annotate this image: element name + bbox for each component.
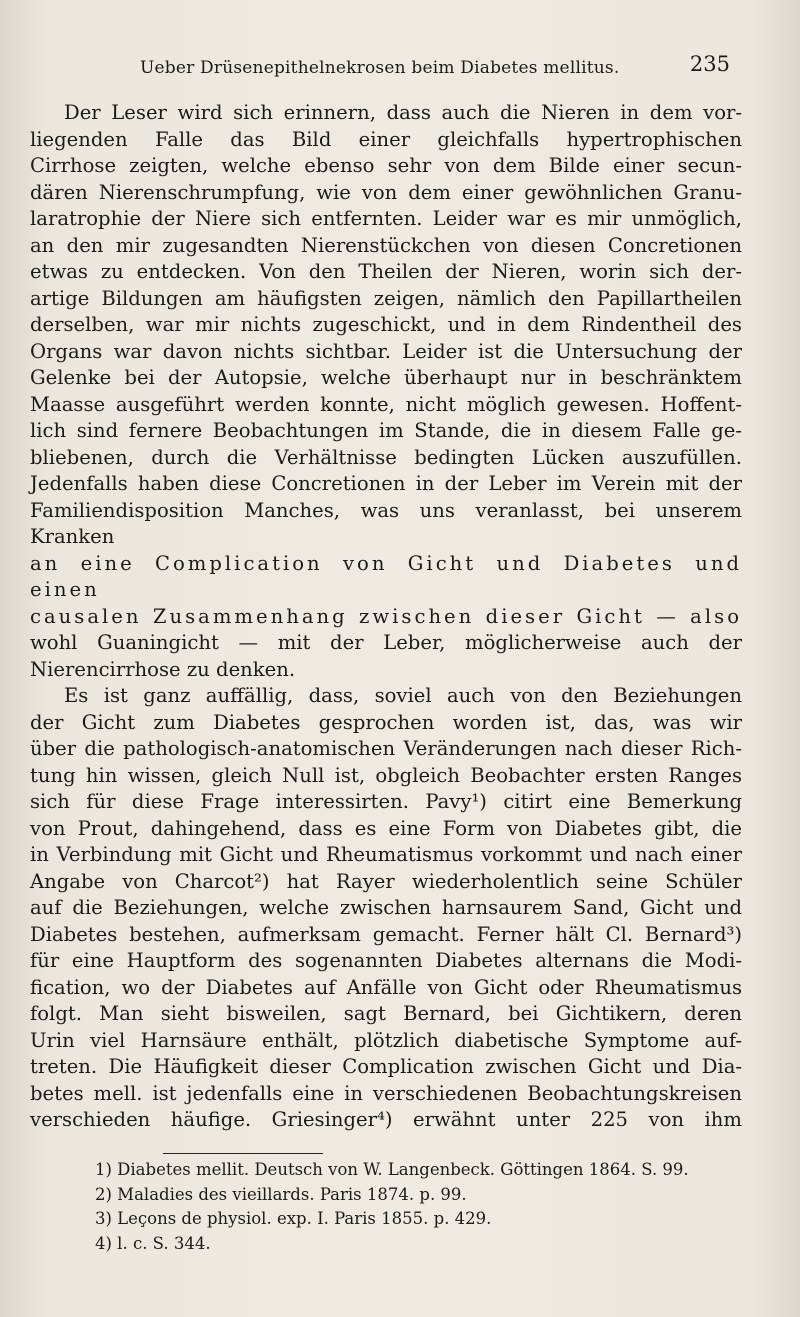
text-line: Maasse ausgeführt werden konnte, nicht möglich gewesen. Hoffent-	[30, 392, 742, 416]
text-line: an eine Complication von Gicht und Diabetes und einen	[30, 551, 742, 601]
text-line: verschieden häufige. Griesinger⁴) erwähnt unter 225 von ihm	[30, 1108, 742, 1131]
text-line: Organs war davon nichts sichtbar. Leider ist die Untersuchung der	[30, 339, 742, 363]
text-line: treten. Die Häufigkeit dieser Complication zwischen Gicht und Dia-	[30, 1055, 742, 1078]
text-line: lich sind fernere Beobachtungen im Stande, die in diesem Falle ge-	[30, 419, 742, 442]
body-text	[30, 100, 742, 1134]
footnote: 2) Maladies des vieillards. Paris 1874. p. 99.	[95, 1184, 467, 1204]
footnote: 3) Leçons de physiol. exp. I. Paris 1855. p. 429.	[95, 1209, 492, 1228]
footnotes	[95, 1158, 755, 1256]
text-line: an den mir zugesandten Nierenstückchen von diesen Concretionen	[30, 233, 742, 257]
text-line: Diabetes bestehen, aufmerksam gemacht. Ferner hält Cl. Bernard³)	[30, 922, 742, 946]
text-line: Nierencirrhose zu denken.	[30, 657, 296, 681]
text-line: in Verbindung mit Gicht und Rheumatismus vorkommt und nach einer	[30, 843, 742, 866]
text-line: tung hin wissen, gleich Null ist, obgleich Beobachter ersten Ranges	[30, 763, 742, 787]
footnote: 1) Diabetes mellit. Deutsch von W. Langenbeck. Göttingen 1864. S. 99.	[95, 1160, 689, 1179]
text-line: folgt. Man sieht bisweilen, sagt Bernard, bei Gichtikern, deren	[30, 1002, 742, 1025]
text-line: von Prout, dahingehend, dass es eine Form von Diabetes gibt, die	[30, 816, 742, 840]
text-line: derselben, war mir nichts zugeschickt, und in dem Rindentheil des	[30, 313, 742, 336]
text-line: für eine Hauptform des sogenannten Diabetes alternans die Modi-	[30, 949, 742, 972]
text-line: über die pathologisch-anatomischen Veränderungen nach dieser Rich-	[30, 737, 742, 760]
text-line: liegenden Falle das Bild einer gleichfalls hypertrophischen	[30, 127, 742, 151]
footnote: 4) l. c. S. 344.	[95, 1233, 211, 1253]
page-number: 235	[689, 52, 730, 76]
text-line: wohl Guaningicht — mit der Leber, möglicherweise auch der	[30, 631, 742, 654]
text-line: laratrophie der Niere sich entfernten. Leider war es mir unmöglich,	[30, 207, 742, 230]
text-line: Es ist ganz auffällig, dass, soviel auch von den Beziehungen	[64, 684, 742, 707]
text-line: Gelenke bei der Autopsie, welche überhaupt nur in beschränktem	[30, 366, 742, 389]
text-line: bliebenen, durch die Verhältnisse bedingten Lücken auszufüllen.	[30, 445, 742, 469]
text-line: Der Leser wird sich erinnern, dass auch die Nieren in dem vor-	[64, 101, 742, 124]
text-line: Urin viel Harnsäure enthält, plötzlich diabetische Symptome auf-	[30, 1028, 742, 1052]
page-header	[140, 52, 730, 82]
text-line: der Gicht zum Diabetes gesprochen worden ist, das, was wir	[30, 710, 742, 734]
text-line: artige Bildungen am häufigsten zeigen, nämlich den Papillartheilen	[30, 286, 742, 310]
text-line: sich für diese Frage interessirten. Pavy¹) citirt eine Bemerkung	[30, 790, 742, 813]
footnote-rule	[163, 1153, 323, 1154]
text-line: betes mell. ist jedenfalls eine in verschiedenen Beobachtungskreisen	[30, 1081, 742, 1105]
text-line: fication, wo der Diabetes auf Anfälle von Gicht oder Rheumatismus	[30, 975, 742, 999]
text-line: etwas zu entdecken. Von den Theilen der Nieren, worin sich der-	[30, 260, 742, 283]
text-line: auf die Beziehungen, welche zwischen harnsaurem Sand, Gicht und	[30, 896, 742, 919]
running-title: Ueber Drüsenepithelnekrosen beim Diabetes mellitus.	[140, 58, 620, 78]
text-line: causalen Zusammenhang zwischen dieser Gicht — also	[30, 604, 742, 628]
text-line: dären Nierenschrumpfung, wie von dem einer gewöhnlichen Granu-	[30, 180, 742, 204]
text-line: Familiendisposition Manches, was uns veranlasst, bei unserem Kranken	[30, 498, 742, 548]
text-line: Jedenfalls haben diese Concretionen in der Leber im Verein mit der	[30, 472, 742, 495]
text-line: Angabe von Charcot²) hat Rayer wiederholentlich seine Schüler	[30, 869, 742, 893]
text-line: Cirrhose zeigten, welche ebenso sehr von dem Bilde einer secun-	[30, 154, 742, 177]
